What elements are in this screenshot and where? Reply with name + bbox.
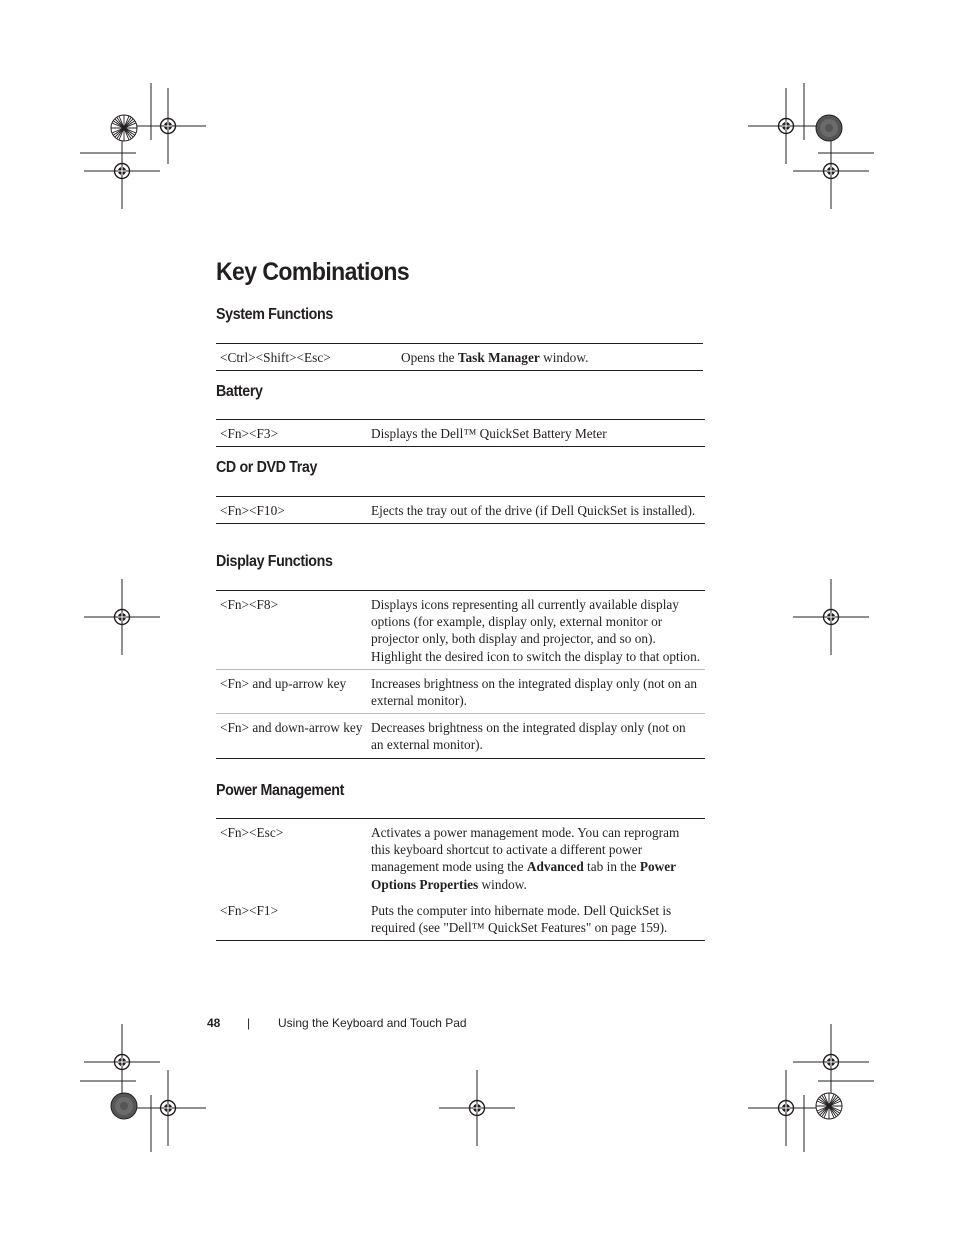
power-management-table — [216, 818, 705, 941]
section-heading-cd-dvd-tray: CD or DVD Tray — [216, 459, 318, 476]
task-manager-label: Task Manager — [457, 350, 540, 365]
description-cell: Increases brightness on the integrated display only (not on an external monitor). — [367, 669, 705, 713]
section-heading-system-functions: System Functions — [216, 306, 333, 323]
advanced-tab-label: Advanced — [526, 859, 584, 875]
system-functions-table — [216, 343, 703, 371]
power-options-properties-label: Power Options Properties — [371, 859, 676, 892]
section-heading-power-management: Power Management — [216, 782, 345, 799]
key-cell: <Fn><F8> — [216, 591, 367, 670]
table-row — [216, 819, 705, 897]
table-row — [216, 591, 705, 670]
table-row — [216, 897, 705, 941]
description-cell: Activates a power management mode. You can reprogram this keyboard shortcut to activate a different power management mode using the Advanced tab in the Power Options Properties window. — [367, 819, 705, 897]
table-row — [216, 669, 705, 713]
display-functions-table — [216, 590, 705, 759]
footer-separator: | — [247, 1016, 251, 1030]
key-cell: <Fn><F1> — [216, 897, 367, 941]
description-cell: Puts the computer into hibernate mode. Dell QuickSet is required (see "Dell™ QuickSet Features" on page 159). — [367, 897, 705, 941]
cd-dvd-tray-table — [216, 496, 705, 524]
key-cell: <Ctrl><Shift><Esc> — [216, 344, 397, 371]
table-row — [216, 344, 703, 371]
section-heading-battery: Battery — [216, 383, 263, 400]
key-cell: <Fn> and down-arrow key — [216, 714, 367, 758]
key-cell: <Fn><F10> — [216, 497, 367, 524]
description-cell: Displays icons representing all currently available display options (for example, display only, external monitor or projector only, both display and projector, and so on). Highlight the desired icon to switch the display to that option. — [367, 591, 705, 670]
chapter-title: Using the Keyboard and Touch Pad — [278, 1016, 467, 1030]
description-cell: Ejects the tray out of the drive (if Dell QuickSet is installed). — [367, 497, 705, 524]
description-cell: Decreases brightness on the integrated display only (not on an external monitor). — [367, 714, 705, 758]
page-title: Key Combinations — [216, 258, 410, 286]
description-cell: Opens the Task Manager window. — [397, 344, 703, 371]
table-row — [216, 497, 705, 524]
key-cell: <Fn><F3> — [216, 420, 367, 447]
description-cell: Displays the Dell™ QuickSet Battery Meter — [367, 420, 705, 447]
section-heading-display-functions: Display Functions — [216, 553, 333, 570]
key-cell: <Fn><Esc> — [216, 819, 367, 897]
battery-table — [216, 419, 705, 447]
key-cell: <Fn> and up-arrow key — [216, 669, 367, 713]
table-row — [216, 420, 705, 447]
page-number: 48 — [207, 1016, 221, 1030]
table-row — [216, 714, 705, 758]
